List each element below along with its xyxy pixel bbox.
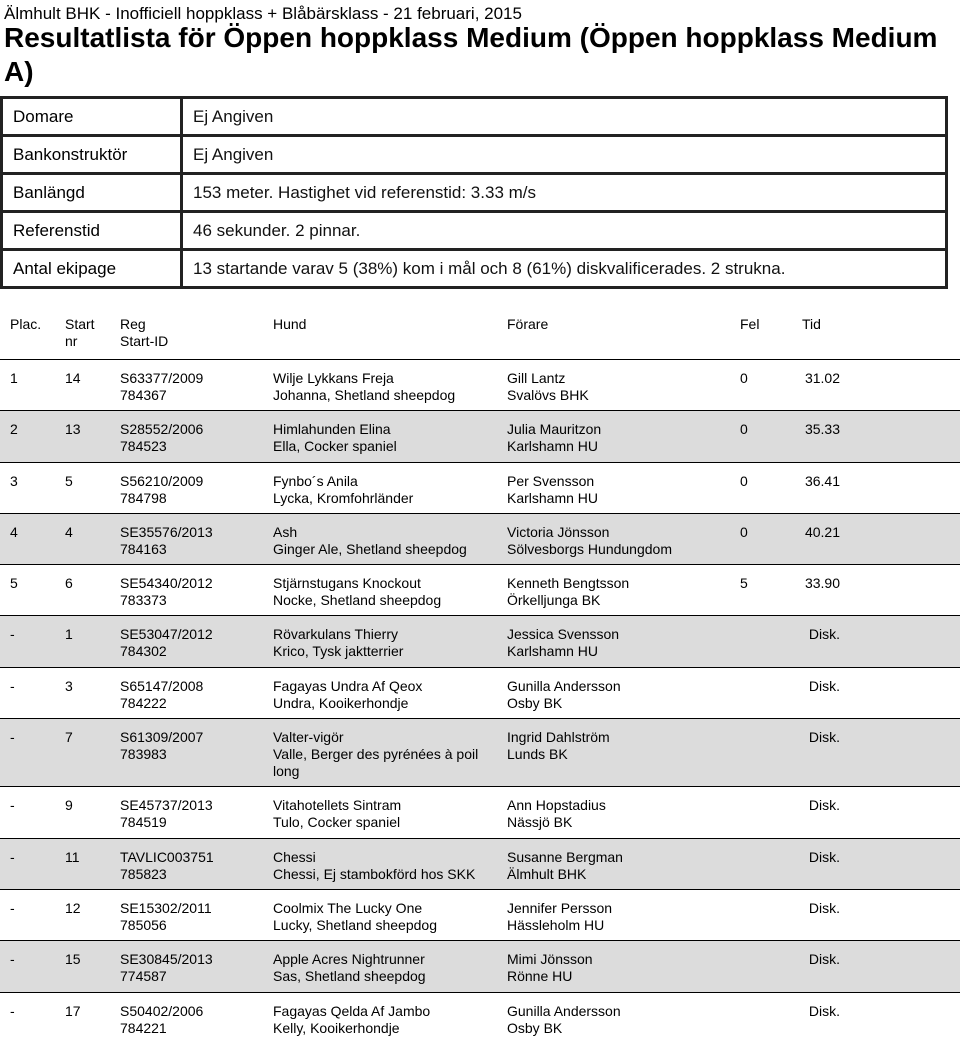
- registration-cell: [120, 678, 203, 712]
- placement-cell: [10, 729, 15, 746]
- col-header-forare: Förare: [507, 316, 549, 332]
- handler-club: Sölvesborgs Hundungdom: [507, 540, 672, 557]
- handler-club: Örkelljunga BK: [507, 592, 601, 609]
- col-header-reg-line2: Start-ID: [120, 333, 169, 349]
- dog-cell: [273, 626, 495, 660]
- dog-call-name-breed: Undra, Kooikerhondje: [273, 694, 409, 711]
- handler-club: Karlshamn HU: [507, 643, 599, 660]
- start-number-cell: [65, 473, 73, 490]
- handler-cell: [507, 951, 593, 985]
- registration-cell: [120, 1003, 203, 1037]
- start-id: 784222: [120, 694, 167, 711]
- dog-name: Fynbo´s Anila: [273, 472, 358, 489]
- start-number-cell: [65, 951, 81, 968]
- faults-cell: [740, 575, 748, 592]
- handler-name: Jennifer Persson: [507, 900, 613, 917]
- info-label: Antal ekipage: [2, 250, 182, 288]
- registration-number: SE35576/2013: [120, 523, 213, 540]
- start-number: 4: [65, 523, 73, 540]
- placement: -: [10, 848, 15, 865]
- info-label: Bankonstruktör: [2, 136, 182, 174]
- time-cell: [780, 729, 840, 746]
- dog-cell: [273, 678, 495, 712]
- faults: 0: [740, 370, 748, 386]
- handler-cell: [507, 626, 619, 660]
- result-row: [0, 615, 960, 666]
- start-number-cell: [65, 729, 73, 746]
- dog-name: Fagayas Undra Af Qeox: [273, 677, 423, 694]
- time: Disk.: [808, 951, 840, 968]
- placement-cell: [10, 1003, 15, 1020]
- start-id: 784221: [120, 1019, 167, 1036]
- registration-number: SE53047/2012: [120, 626, 213, 643]
- placement: 4: [10, 523, 18, 540]
- start-number-cell: [65, 421, 81, 438]
- time-cell: [780, 626, 840, 643]
- placement-cell: [10, 473, 18, 490]
- handler-club: Karlshamn HU: [507, 489, 599, 506]
- time: Disk.: [808, 900, 840, 917]
- start-id: 785056: [120, 917, 167, 934]
- start-number: 17: [65, 1002, 81, 1019]
- page-title: Resultatlista för Öppen hoppklass Medium (Öppen hoppklass Medium A): [4, 22, 938, 87]
- registration-number: TAVLIC003751: [120, 848, 214, 865]
- time: Disk.: [808, 729, 840, 746]
- class-info-table: [0, 96, 948, 289]
- handler-club: Älmhult BHK: [507, 865, 587, 882]
- time: Disk.: [808, 626, 840, 643]
- registration-cell: [120, 900, 212, 934]
- result-row: [0, 513, 960, 564]
- dog-name: Valter-vigör: [273, 729, 344, 746]
- registration-number: SE45737/2013: [120, 797, 213, 814]
- col-header-reg-line1: Reg: [120, 316, 146, 332]
- dog-name: Fagayas Qelda Af Jambo: [273, 1002, 431, 1019]
- time-cell: [780, 473, 840, 490]
- start-number-cell: [65, 900, 81, 917]
- info-row: [2, 98, 947, 136]
- dog-call-name-breed: Tulo, Cocker spaniel: [273, 814, 401, 831]
- handler-cell: [507, 524, 672, 558]
- placement-cell: [10, 626, 15, 643]
- start-number: 7: [65, 729, 73, 746]
- col-header-fel: Fel: [740, 316, 760, 332]
- results-list: [0, 359, 960, 1043]
- start-number-cell: [65, 626, 73, 643]
- time-cell: [780, 421, 840, 438]
- placement-cell: [10, 797, 15, 814]
- registration-number: S50402/2006: [120, 1002, 204, 1019]
- time-cell: [780, 370, 840, 387]
- result-row: [0, 718, 960, 786]
- registration-cell: [120, 473, 203, 507]
- dog-call-name-breed: Lucky, Shetland sheepdog: [273, 917, 437, 934]
- registration-cell: [120, 849, 214, 883]
- time: 36.41: [804, 472, 840, 489]
- handler-cell: [507, 729, 610, 763]
- placement-cell: [10, 678, 15, 695]
- result-row: [0, 462, 960, 513]
- placement-cell: [10, 951, 15, 968]
- start-id: 784519: [120, 814, 167, 831]
- faults: 0: [740, 472, 748, 489]
- info-label: Domare: [2, 98, 182, 136]
- handler-club: Lunds BK: [507, 746, 568, 763]
- placement: -: [10, 626, 15, 643]
- dog-cell: [273, 849, 495, 883]
- placement: -: [10, 1002, 15, 1019]
- start-id: 784523: [120, 438, 167, 455]
- registration-cell: [120, 370, 203, 404]
- info-value: Ej Angiven: [182, 98, 947, 136]
- start-number-cell: [65, 1003, 81, 1020]
- faults-cell: [740, 524, 748, 541]
- time: Disk.: [808, 848, 840, 865]
- start-number: 12: [65, 900, 81, 917]
- info-row: [2, 212, 947, 250]
- time-cell: [780, 900, 840, 917]
- handler-name: Gill Lantz: [507, 370, 566, 386]
- handler-cell: [507, 849, 623, 883]
- info-row: [2, 250, 947, 288]
- result-row: [0, 564, 960, 615]
- handler-name: Susanne Bergman: [507, 848, 623, 865]
- faults-cell: [740, 473, 748, 490]
- handler-cell: [507, 797, 606, 831]
- time-cell: [780, 1003, 840, 1020]
- placement-cell: [10, 421, 18, 438]
- registration-cell: [120, 626, 213, 660]
- info-value: 13 startande varav 5 (38%) kom i mål och 8 (61%) diskvalificerades. 2 strukna.: [193, 258, 786, 278]
- event-subtitle: Älmhult BHK - Inofficiell hoppklass + Blåbärsklass - 21 februari, 2015: [4, 4, 522, 23]
- time: 35.33: [804, 421, 840, 438]
- handler-name: Gunilla Andersson: [507, 1002, 621, 1019]
- handler-cell: [507, 421, 601, 455]
- placement-cell: [10, 370, 18, 387]
- col-header-start-line2: nr: [65, 333, 78, 349]
- start-number: 9: [65, 797, 73, 814]
- time-cell: [780, 678, 840, 695]
- registration-number: S65147/2008: [120, 677, 204, 694]
- result-row: [0, 410, 960, 461]
- dog-cell: [273, 524, 495, 558]
- time: 40.21: [804, 523, 840, 540]
- placement-cell: [10, 849, 15, 866]
- dog-name: Himlahunden Elina: [273, 421, 391, 438]
- faults-cell: [740, 370, 748, 387]
- dog-name: Stjärnstugans Knockout: [273, 575, 421, 592]
- dog-name: Chessi: [273, 848, 316, 865]
- dog-name: Rövarkulans Thierry: [273, 626, 399, 643]
- start-number-cell: [65, 849, 80, 866]
- result-row: [0, 889, 960, 940]
- time-cell: [780, 849, 840, 866]
- dog-cell: [273, 370, 495, 404]
- start-number: 14: [65, 370, 81, 386]
- dog-cell: [273, 1003, 495, 1037]
- time-cell: [780, 524, 840, 541]
- handler-club: Karlshamn HU: [507, 438, 599, 455]
- registration-cell: [120, 421, 203, 455]
- placement: -: [10, 951, 15, 968]
- start-id: 783373: [120, 592, 167, 609]
- dog-call-name-breed: Ella, Cocker spaniel: [273, 438, 397, 455]
- result-row: [0, 940, 960, 991]
- registration-cell: [120, 729, 203, 763]
- handler-name: Gunilla Andersson: [507, 677, 621, 694]
- dog-cell: [273, 951, 495, 985]
- handler-name: Mimi Jönsson: [507, 951, 593, 968]
- dog-call-name-breed: Chessi, Ej stambokförd hos SKK: [273, 865, 476, 882]
- registration-number: SE54340/2012: [120, 575, 213, 592]
- placement: -: [10, 900, 15, 917]
- registration-number: S28552/2006: [120, 421, 204, 438]
- result-row: [0, 667, 960, 718]
- placement: -: [10, 677, 15, 694]
- handler-cell: [507, 473, 598, 507]
- handler-name: Julia Mauritzon: [507, 421, 602, 438]
- registration-cell: [120, 797, 213, 831]
- registration-number: S63377/2009: [120, 370, 204, 386]
- placement: -: [10, 797, 15, 814]
- start-id: 784302: [120, 643, 167, 660]
- placement-cell: [10, 575, 18, 592]
- handler-club: Osby BK: [507, 694, 563, 711]
- col-header-start-line1: Start: [65, 316, 95, 332]
- time: Disk.: [808, 677, 840, 694]
- faults: 0: [740, 421, 748, 438]
- start-id: 784367: [120, 387, 167, 403]
- dog-call-name-breed: Krico, Tysk jaktterrier: [273, 643, 404, 660]
- dog-name: Wilje Lykkans Freja: [273, 370, 394, 386]
- time: 33.90: [804, 575, 840, 592]
- dog-cell: [273, 729, 495, 780]
- start-number-cell: [65, 524, 73, 541]
- registration-number: S56210/2009: [120, 472, 204, 489]
- time-cell: [780, 575, 840, 592]
- start-number-cell: [65, 797, 73, 814]
- handler-name: Victoria Jönsson: [507, 523, 610, 540]
- handler-cell: [507, 575, 629, 609]
- start-number: 5: [65, 472, 73, 489]
- col-header-hund: Hund: [273, 316, 307, 332]
- info-value: 153 meter. Hastighet vid referenstid: 3.33 m/s: [182, 174, 947, 212]
- dog-cell: [273, 797, 495, 831]
- handler-cell: [507, 370, 589, 404]
- handler-name: Per Svensson: [507, 472, 595, 489]
- dog-call-name-breed: Valle, Berger des pyrénées à poil long: [273, 746, 479, 780]
- col-header-start: [65, 316, 95, 356]
- registration-number: S61309/2007: [120, 729, 204, 746]
- dog-call-name-breed: Ginger Ale, Shetland sheepdog: [273, 540, 467, 557]
- handler-cell: [507, 900, 612, 934]
- start-id: 774587: [120, 968, 167, 985]
- result-row: [0, 838, 960, 889]
- start-id: 783983: [120, 746, 167, 763]
- dog-call-name-breed: Kelly, Kooikerhondje: [273, 1019, 400, 1036]
- dog-name: Coolmix The Lucky One: [273, 900, 423, 917]
- handler-name: Kenneth Bengtsson: [507, 575, 630, 592]
- dog-call-name-breed: Nocke, Shetland sheepdog: [273, 592, 442, 609]
- dog-cell: [273, 421, 495, 455]
- dog-name: Ash: [273, 523, 298, 540]
- faults: 5: [740, 575, 748, 592]
- start-id: 785823: [120, 865, 167, 882]
- handler-club: Nässjö BK: [507, 814, 573, 831]
- handler-cell: [507, 678, 621, 712]
- placement: 5: [10, 575, 18, 592]
- info-label: Banlängd: [2, 174, 182, 212]
- info-row: [2, 136, 947, 174]
- time: Disk.: [808, 1002, 840, 1019]
- handler-cell: [507, 1003, 621, 1037]
- dog-call-name-breed: Lycka, Kromfohrländer: [273, 489, 414, 506]
- handler-club: Rönne HU: [507, 968, 573, 985]
- handler-name: Ingrid Dahlström: [507, 729, 610, 746]
- result-row: [0, 786, 960, 837]
- handler-club: Hässleholm HU: [507, 917, 605, 934]
- faults-cell: [740, 421, 748, 438]
- result-row: [0, 992, 960, 1043]
- start-number: 15: [65, 951, 81, 968]
- info-value: 46 sekunder. 2 pinnar.: [182, 212, 947, 250]
- handler-name: Ann Hopstadius: [507, 797, 606, 814]
- col-header-plac: Plac.: [10, 316, 42, 332]
- start-number-cell: [65, 370, 81, 387]
- faults: 0: [740, 523, 748, 540]
- dog-cell: [273, 473, 495, 507]
- handler-club: Svalövs BHK: [507, 387, 589, 403]
- registration-cell: [120, 575, 213, 609]
- info-value: Ej Angiven: [182, 136, 947, 174]
- placement-cell: [10, 900, 15, 917]
- placement: 2: [10, 421, 18, 438]
- registration-cell: [120, 524, 213, 558]
- info-label: Referenstid: [2, 212, 182, 250]
- dog-call-name-breed: Johanna, Shetland sheepdog: [273, 387, 456, 403]
- start-number-cell: [65, 678, 73, 695]
- placement: -: [10, 729, 15, 746]
- time-cell: [780, 797, 840, 814]
- time-cell: [780, 951, 840, 968]
- registration-number: SE30845/2013: [120, 951, 213, 968]
- start-number: 6: [65, 575, 73, 592]
- placement-cell: [10, 524, 18, 541]
- start-number: 3: [65, 677, 73, 694]
- dog-cell: [273, 900, 495, 934]
- dog-name: Apple Acres Nightrunner: [273, 951, 425, 968]
- time: 31.02: [804, 370, 840, 386]
- info-row: [2, 174, 947, 212]
- start-number: 13: [65, 421, 81, 438]
- start-id: 784163: [120, 540, 167, 557]
- col-header-tid: Tid: [802, 316, 821, 332]
- dog-name: Vitahotellets Sintram: [273, 797, 402, 814]
- placement: 3: [10, 472, 18, 489]
- dog-cell: [273, 575, 495, 609]
- handler-club: Osby BK: [507, 1019, 563, 1036]
- col-header-reg: [120, 316, 168, 356]
- start-number: 11: [65, 848, 80, 865]
- result-row: [0, 359, 960, 410]
- registration-number: SE15302/2011: [120, 900, 212, 917]
- registration-cell: [120, 951, 213, 985]
- time: Disk.: [808, 797, 840, 814]
- handler-name: Jessica Svensson: [507, 626, 620, 643]
- start-number: 1: [65, 626, 73, 643]
- start-id: 784798: [120, 489, 167, 506]
- start-number-cell: [65, 575, 73, 592]
- placement: 1: [10, 370, 18, 386]
- dog-call-name-breed: Sas, Shetland sheepdog: [273, 968, 426, 985]
